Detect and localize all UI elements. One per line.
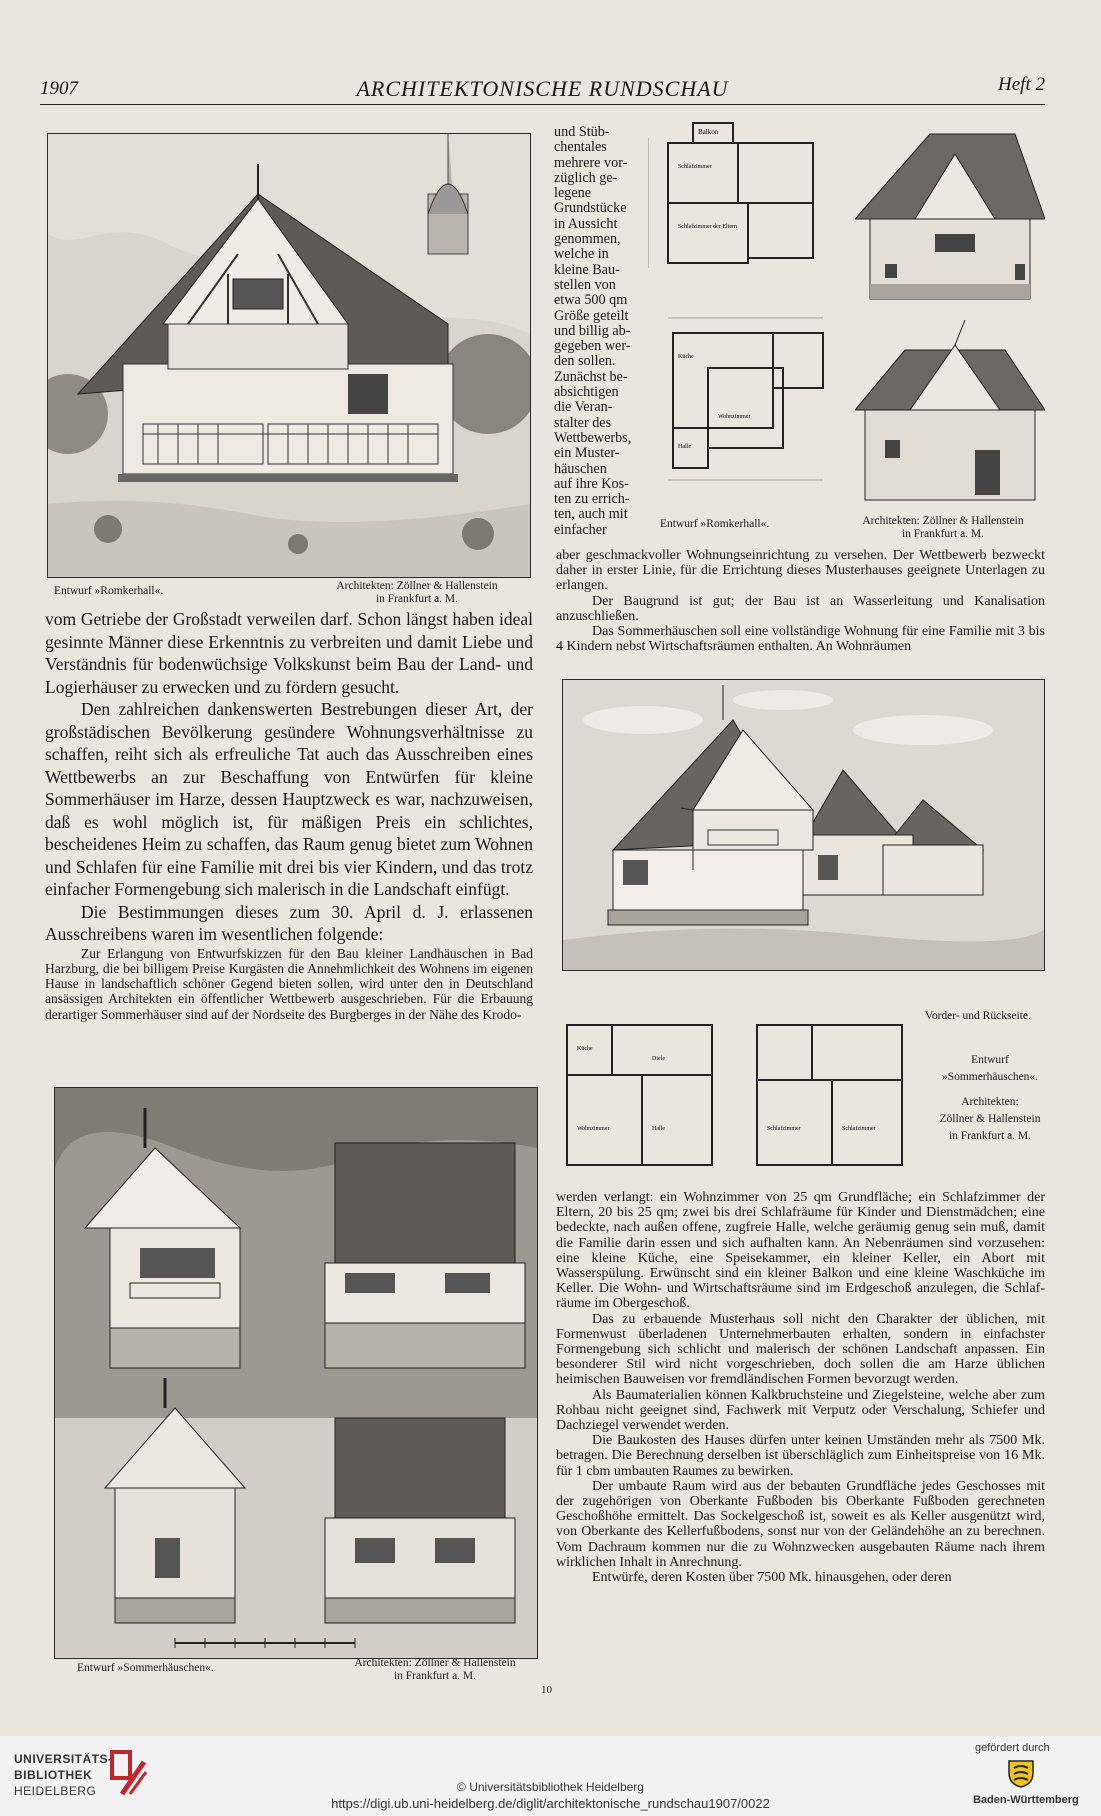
plan-label-wohnzimmer: Wohnzimmer (718, 414, 751, 420)
right-bottom-paragraph-1: werden verlangt: ein Wohnzimmer von 25 qm Grundfläche; ein Schlafzimmer der Eltern, 20 bis 25 qm; zwei bis drei Schlafräume für Kinder und Dienstmädchen; eine bedeckte, nach außen offene, zugfreie Halle, welche geräumig genug sein muß, damit die Familie darin essen und sich aufhalten kann. An Nebenräumen sind vorzusehen: eine kleine Küche, eine Speisekammer, ein kleiner Keller, ein Abort mit Wasserspülung. Erwünscht sind ein kleiner Balkon und eine kleine Waschküche im Keller. Die Wohn- und Wirtschaftsräume sind im Erdgeschoß anzulegen, die Schlafräume im Obergeschoß. (556, 1190, 1045, 1312)
left-paragraph-3: Die Bestimmungen dieses zum 30. April d. J. erlassenen Ausschreibens waren im wesentlichen folgende: (45, 901, 533, 944)
narrow-column-text: und Stüb- chentales mehrere vor- züglich ge- legene Grundstücke in Aussicht genommen, welche in kleine Bau- stellen von etwa 500 qm Größe geteilt und billig ab- gegeben wer- den sollen. Zunächst be- absichtigen die Veran- stalter des Wettbewerbs, ein Muster- häuschen auf ihre Kos- ten zu errich- ten, auch mit einfacher (554, 124, 632, 538)
right-bottom-paragraph-5: Der umbaute Raum wird aus der bebauten Grundfläche jedes Geschosses mit der zugehörigen von Oberkante Fußboden bis Oberkante Fußboden gerechneten Geschoßhöhe ermittelt. Das Sockelgeschoß ist, soweit es als Keller ausgenützt wird, von Oberkante des Kellerfußbodens, sonst nur von der Geländehöhe an zu berechnen. Vom Dachraum kommen nur die zu Wohnzwecken ausgebauten Räume nach ihrem wirklichen Inhalt in Anrechnung. (556, 1478, 1045, 1570)
sh-caption-line4: Zöllner & Hallenstein (939, 1113, 1041, 1125)
right-bottom-paragraph-4: Die Baukosten des Hauses dürfen unter keinen Umständen mehr als 7500 Mk. betragen. Die Berechnung derselben ist überschläglich zum Einheitspreise von 16 Mk. für 1 cbm umbauten Raumes zu bewirken. (556, 1433, 1045, 1479)
svg-text:Diele: Diele (652, 1056, 665, 1062)
copyright-text: © Universitätsbibliothek Heidelberg (457, 1780, 644, 1794)
right-text-middle (556, 548, 1045, 654)
caption-romkerhall-architects (312, 580, 522, 605)
library-footer (0, 1736, 1101, 1816)
right-bottom-paragraph-6: Entwürfe, deren Kosten über 7500 Mk. hinausgehen, oder deren (592, 1570, 952, 1586)
svg-text:Halle: Halle (652, 1126, 665, 1132)
caption-elev-architects (330, 1657, 540, 1682)
baden-wuerttemberg-crest-icon (1006, 1758, 1036, 1788)
right-text-bottom (556, 1190, 1045, 1585)
svg-text:Schlafzimmer: Schlafzimmer (842, 1126, 876, 1132)
caption-elev-entwurf: Entwurf »Sommerhäuschen«. (77, 1662, 214, 1674)
sh-caption-line1: Entwurf (971, 1054, 1009, 1066)
svg-text:Küche: Küche (577, 1046, 593, 1052)
header-year: 1907 (40, 78, 78, 99)
caption-romkerhall-entwurf: Entwurf »Romkerhall«. (54, 585, 164, 597)
left-paragraph-1: vom Getriebe der Großstadt verweilen darf. Schon längst haben ideal gesinnte Männer diese Erkenntnis zu verbreiten und damit Liebe und Verständnis für bodenwüchsige Volkskunst beim Bau der Land- und Logierhäuser zu erwecken und zu fördern gesucht. (45, 609, 533, 697)
romkerhall-floor-plans (648, 118, 848, 508)
caption-romkerhall-architects-line2: in Frankfurt a. M. (375, 592, 459, 605)
left-text-column (45, 608, 533, 1022)
sommerhaeuschen-perspective-illustration (562, 679, 1045, 971)
caption-plan-architects-line1: Architekten: Zöllner & Hallenstein (862, 515, 1024, 527)
svg-text:Wohnzimmer: Wohnzimmer (577, 1126, 610, 1132)
right-bottom-paragraph-2: Das zu erbauende Musterhaus soll nicht den Charakter der üblichen, mit Formenwust überladenen Unternehmerbauten erhalten, sondern in einfachster Formengebung sich schlicht und malerisch der schönen Landschaft anpassen. Ein besonderer Stil wird nicht vorgeschrieben, doch sollen die am Harze üblichen heimischen Bauweisen vor fremdländischen Formen bevorzugt werden. (556, 1311, 1045, 1388)
sh-caption-line2: »Sommerhäuschen«. (941, 1071, 1039, 1083)
caption-plan-architects (838, 515, 1048, 540)
page-number: 10 (541, 1684, 552, 1696)
left-paragraph-4: Zur Erlangung von Entwurfskizzen für den Bau kleiner Landhäuschen in Bad Harzburg, die bei billigem Preise Kurgästen die Annehmlichkeit des Wohnens im eigenen Hause in landschaftlich schöner Gegend bieten sollen, wird unter den in Deutschland ansässigen Architekten ein öffentlicher Wettbewerb ausgeschrieben. Für die Erbauung derartiger Sommerhäuser sind auf der Nordseite des Burgberges in der Nähe des Krodo- (45, 945, 533, 1022)
left-paragraph-2: Den zahlreichen dankenswerten Bestrebungen dieser Art, der großstädischen Bevölkerung gesündere Wohnungsverhältnisse zu schaffen, reiht sich als erfreuliche Tat auch das Ausschreiben eines Wettbewerbs an zur Beschaffung von Entwürfen für kleine Sommerhäuser im Harze, dessen Hauptzweck es war, nachzuweisen, daß es wohl möglich ist, für mäßigen Preis ein schlichtes, bescheidenes Heim zu schaffen, das Raum genug bietet zum Wohnen und Schlafen für eine Familie mit drei bis vier Kindern, und das trotz einfacher Formengebung sich malerisch in die Landschaft einfügt. (45, 699, 533, 899)
running-header (40, 70, 1045, 105)
right-mid-paragraph-2: Der Baugrund ist gut; der Bau ist an Wasserleitung und Kanalisation anzuschließen. (556, 593, 1045, 624)
header-issue: Heft 2 (998, 74, 1045, 95)
plan-label-schlafzimmer: Schlafzimmer (678, 164, 712, 170)
right-mid-paragraph-1: aber geschmackvoller Wohnungseinrichtung zu versehen. Der Wettbewerb bezweckt daher in erster Linie, für die Errichtung dieses Musterhauses geeignete Unterlagen zu erlangen. (556, 548, 1045, 594)
library-name-line2: BIBLIOTHEK (14, 1768, 93, 1782)
sh-caption-line3: Architekten: (961, 1096, 1019, 1108)
sommerhaeuschen-side-caption (920, 1052, 1060, 1145)
state-name: Baden-Württemberg (973, 1794, 1079, 1806)
romkerhall-elevation-upper (855, 124, 1045, 304)
plan-label-kueche: Küche (678, 354, 694, 360)
funded-by-text: gefördert durch (975, 1742, 1050, 1754)
sh-caption-line5: in Frankfurt a. M. (948, 1130, 1032, 1142)
caption-plan-architects-line2: in Frankfurt a. M. (901, 527, 985, 540)
svg-text:Schlafzimmer: Schlafzimmer (767, 1126, 801, 1132)
library-name-line1: UNIVERSITÄTS- (14, 1752, 113, 1766)
romkerhall-elevation-lower (855, 320, 1045, 505)
library-name-line3: HEIDELBERG (14, 1784, 97, 1798)
plan-label-halle: Halle (678, 444, 691, 450)
right-bottom-paragraph-3: Als Baumaterialien können Kalkbruchsteine und Ziegelsteine, welche aber zum Rohbau nicht geeignet sind, Fachwerk mit Verputz oder Verschalung, Schiefer und Dachziegel verwendet werden. (556, 1387, 1045, 1434)
plan-label-eltern: Schlafzimmer der Eltern (678, 224, 737, 230)
caption-elev-architects-line2: in Frankfurt a. M. (393, 1669, 477, 1682)
right-mid-paragraph-3: Das Sommerhäuschen soll eine vollständige Wohnung für eine Familie mit 3 bis 4 Kindern nebst Wirtschaftsräumen enthalten. An Wohnräumen (556, 624, 1045, 655)
caption-plan-entwurf: Entwurf »Romkerhall«. (660, 518, 770, 530)
plan-label-balkon: Balkon (698, 128, 719, 136)
header-title: ARCHITEKTONISCHE RUNDSCHAU (356, 76, 729, 101)
caption-romkerhall-architects-line1: Architekten: Zöllner & Hallenstein (336, 580, 498, 592)
sommerhaeuschen-floor-plans (562, 1020, 917, 1180)
permalink-url[interactable]: https://digi.ub.uni-heidelberg.de/diglit/architektonische_rundschau1907/0022 (331, 1796, 770, 1811)
sommerhaeuschen-elevations-illustration (54, 1087, 538, 1659)
romkerhall-perspective-illustration (47, 133, 531, 578)
caption-elev-architects-line1: Architekten: Zöllner & Hallenstein (354, 1657, 516, 1669)
caption-view-label: Vorder- und Rückseite. (925, 1010, 1031, 1022)
